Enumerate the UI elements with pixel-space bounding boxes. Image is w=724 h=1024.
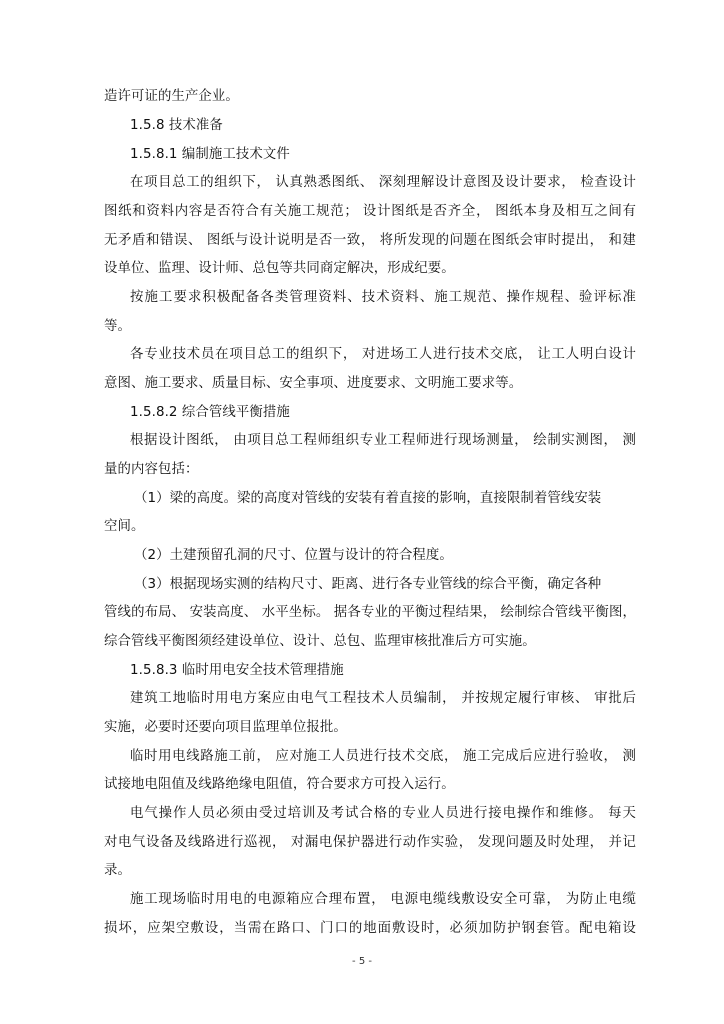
list-item: （1）梁的高度。梁的高度对管线的安装有着直接的影响，直接限制着管线安装	[134, 491, 602, 506]
paragraph-line: 各专业技术员在项目总工的组织下， 对进场工人进行技术交底， 让工人明白设计	[130, 347, 636, 362]
paragraph-line: 对电气设备及线路进行巡视， 对漏电保护器进行动作实验， 发现问题及时处理， 并记	[104, 835, 636, 850]
paragraph-line: 录。	[104, 863, 131, 878]
subsection-heading: 1.5.8.3 临时用电安全技术管理措施	[130, 663, 344, 678]
paragraph-line: 无矛盾和错误、 图纸与设计说明是否一致， 将所发现的问题在图纸会审时提出， 和建	[104, 233, 636, 248]
paragraph-line: 建筑工地临时用电方案应由电气工程技术人员编制， 并按规定履行审核、 审批后	[130, 691, 636, 706]
subsection-heading: 1.5.8.1 编制施工技术文件	[130, 147, 290, 162]
list-item: （2）土建预留孔洞的尺寸、位置与设计的符合程度。	[134, 548, 453, 563]
paragraph-line: 根据设计图纸， 由项目总工程师组织专业工程师进行现场测量， 绘制实测图， 测	[130, 433, 636, 448]
paragraph-line: 在项目总工的组织下， 认真熟悉图纸、 深刻理解设计意图及设计要求， 检查设计	[130, 175, 636, 190]
paragraph-line: 损坏，应架空敷设，当需在路口、门口的地面敷设时，必须加防护钢套管。配电箱设	[104, 921, 636, 936]
section-heading: 1.5.8 技术准备	[130, 118, 223, 133]
paragraph-line: 实施，必要时还要向项目监理单位报批。	[104, 720, 347, 735]
paragraph-line: 临时用电线路施工前， 应对施工人员进行技术交底， 施工完成后应进行验收， 测	[130, 749, 636, 764]
list-item: （3）根据现场实测的结构尺寸、距离、进行各专业管线的综合平衡，确定各种	[134, 577, 602, 592]
text-line: 造许可证的生产企业。	[104, 89, 239, 104]
list-item-continuation: 综合管线平衡图须经建设单位、设计、总包、监理审核批准后方可实施。	[104, 634, 536, 649]
page-number: - 5 -	[352, 956, 372, 967]
paragraph-line: 试接地电阻值及线路绝缘电阻值，符合要求方可投入运行。	[104, 777, 455, 792]
paragraph-line: 施工现场临时用电的电源箱应合理布置， 电源电缆线敷设安全可靠， 为防止电缆	[130, 892, 636, 907]
paragraph-line: 图纸和资料内容是否符合有关施工规范； 设计图纸是否齐全， 图纸本身及相互之间有	[104, 204, 636, 219]
paragraph-line: 量的内容包括：	[104, 462, 199, 477]
paragraph-line: 设单位、监理、设计师、总包等共同商定解决，形成纪要。	[104, 261, 455, 276]
paragraph-line: 按施工要求积极配备各类管理资料、技术资料、施工规范、操作规程、验评标准	[130, 290, 636, 305]
paragraph-line: 意图、施工要求、质量目标、安全事项、进度要求、文明施工要求等。	[104, 376, 523, 391]
subsection-heading: 1.5.8.2 综合管线平衡措施	[130, 405, 290, 420]
paragraph-line: 等。	[104, 319, 131, 334]
list-item-continuation: 管线的布局、 安装高度、 水平坐标。 据各专业的平衡过程结果， 绘制综合管线平衡图，	[104, 605, 636, 620]
paragraph-line: 电气操作人员必须由受过培训及考试合格的专业人员进行接电操作和维修。 每天	[130, 806, 636, 821]
list-item-continuation: 空间。	[104, 519, 145, 534]
